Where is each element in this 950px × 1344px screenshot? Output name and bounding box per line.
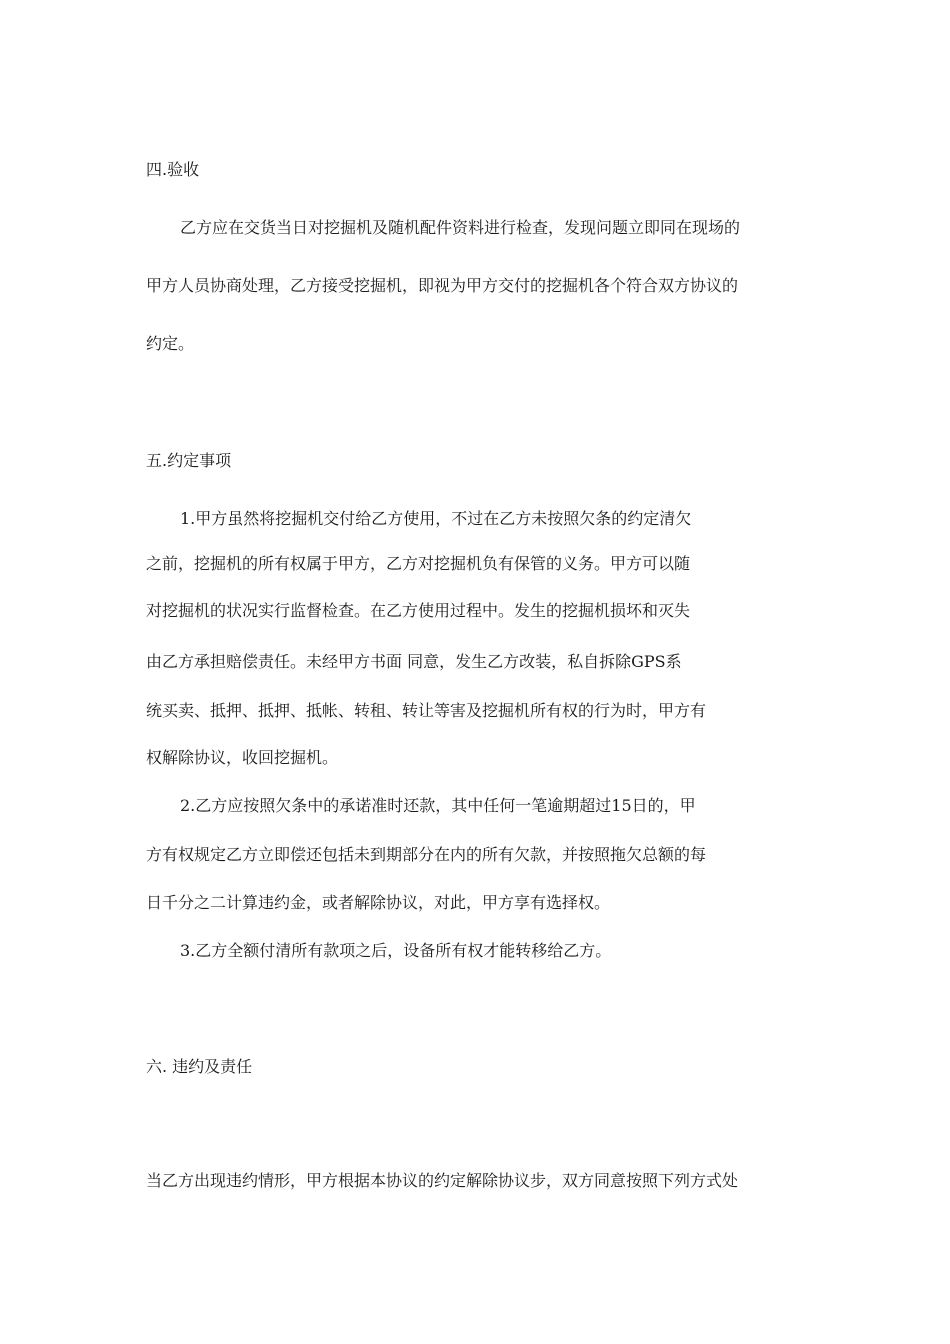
section4-paragraph-line: 约定。 (146, 334, 195, 353)
section5-item1-line: 对挖掘机的状况实行监督检查。在乙方使用过程中。发生的挖掘机损坏和灭失 (146, 601, 691, 620)
section6-paragraph-line: 当乙方出现违约情形，甲方根据本协议的约定解除协议步，双方同意按照下列方式处 (146, 1171, 739, 1190)
section4-paragraph-line: 乙方应在交货当日对挖掘机及随机配件资料进行检查，发现问题立即同在现场的 (180, 218, 741, 237)
section5-item3-line: 3.乙方全额付清所有款项之后，设备所有权才能转移给乙方。 (180, 941, 612, 960)
section5-item2-line: 日千分之二计算违约金，或者解除协议，对此，甲方享有选择权。 (146, 893, 611, 912)
section5-item1-line: 1.甲方虽然将挖掘机交付给乙方使用，不过在乙方未按照欠条的约定清欠 (180, 509, 692, 528)
section4-heading: 四.验收 (146, 160, 200, 179)
section5-heading: 五.约定事项 (146, 451, 232, 470)
section5-item1-line: 权解除协议，收回挖掘机。 (146, 748, 339, 767)
section5-item2-line: 方有权规定乙方立即偿还包括未到期部分在内的所有欠款，并按照拖欠总额的每 (146, 845, 707, 864)
section5-item1-line: 统买卖、抵押、抵押、抵帐、转租、转让等害及挖掘机所有权的行为时，甲方有 (146, 701, 707, 720)
section6-heading: 六. 违约及责任 (146, 1057, 253, 1076)
section5-item1-line: 由乙方承担赔偿责任。未经甲方书面 同意，发生乙方改装，私自拆除GPS系 (146, 652, 682, 671)
section5-item1-line: 之前，挖掘机的所有权属于甲方，乙方对挖掘机负有保管的义务。甲方可以随 (146, 554, 691, 573)
section5-item2-line: 2.乙方应按照欠条中的承诺准时还款，其中任何一笔逾期超过15日的，甲 (180, 796, 696, 815)
section4-paragraph-line: 甲方人员协商处理，乙方接受挖掘机，即视为甲方交付的挖掘机各个符合双方协议的 (146, 276, 739, 295)
